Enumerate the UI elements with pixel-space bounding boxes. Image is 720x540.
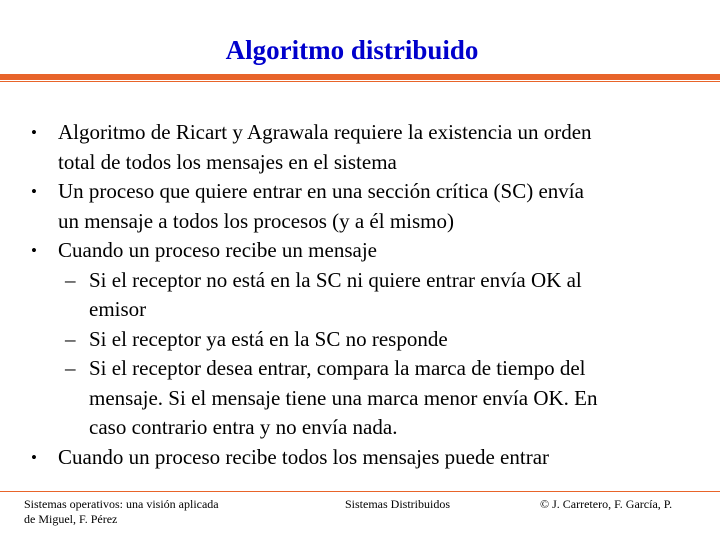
footer-book-credit [24,497,264,527]
dash-marker: – [65,326,76,351]
bullet-line: un mensaje a todos los procesos (y a él mismo) [58,208,455,233]
sub-item [0,354,720,443]
sub-line: Si el receptor no está en la SC ni quiere entrar envía OK al [89,267,582,292]
sub-item [0,266,720,325]
footer-book-authors: de Miguel, F. Pérez [24,512,118,526]
dash-marker: – [65,267,76,292]
footer-book-title: Sistemas operativos: una visión aplicada [24,497,219,511]
bullet-item [0,177,720,236]
bullet-line: Un proceso que quiere entrar en una sección crítica (SC) envía [58,179,584,203]
bullet-item [0,236,720,266]
bullet-marker: • [31,182,37,201]
sub-line: Si el receptor ya está en la SC no responde [89,326,448,351]
footer-topic: Sistemas Distribuidos [345,497,451,511]
slide-title: Algoritmo distribuido [225,35,479,65]
bullet-marker: • [31,123,37,142]
bullet-marker: • [31,241,37,260]
bullet-line: Cuando un proceso recibe un mensaje [58,238,377,262]
slide-body [0,118,720,472]
bullet-item [0,118,720,177]
sub-line: caso contrario entra y no envía nada. [89,415,398,439]
bullet-marker: • [31,447,37,467]
footer-divider [0,491,720,492]
bullet-item [0,443,720,473]
bullet-line: Cuando un proceso recibe todos los mensajes puede entrar [58,444,550,469]
title-divider [0,74,720,80]
sub-item [0,325,720,355]
bullet-line: total de todos los mensajes en el sistema [58,149,397,174]
sub-line: emisor [89,297,147,321]
sub-line: mensaje. Si el mensaje tiene una marca menor envía OK. En [89,385,598,410]
dash-marker: – [65,356,76,380]
footer-copyright: © J. Carretero, F. García, P. [540,497,673,511]
bullet-line: Algoritmo de Ricart y Agrawala requiere la existencia un orden [58,120,592,144]
sub-line: Si el receptor desea entrar, compara la marca de tiempo del [89,356,586,380]
